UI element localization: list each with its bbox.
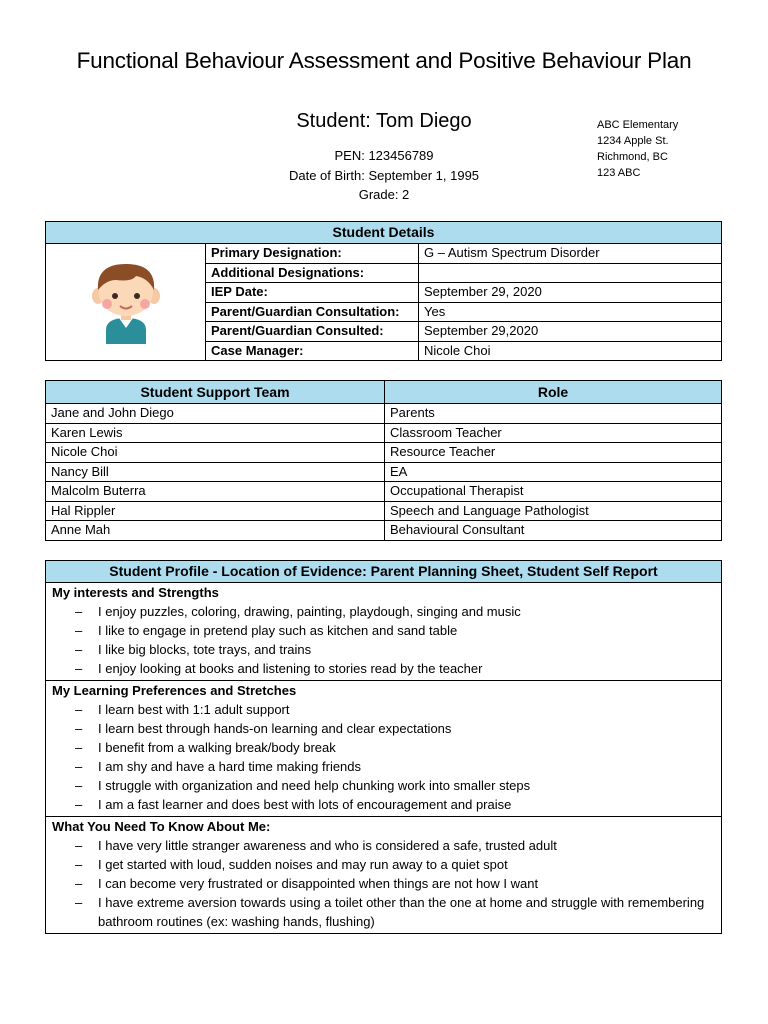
list-item: – I struggle with organization and need help chunking work into smaller steps [52, 776, 715, 795]
list-item: – I enjoy puzzles, coloring, drawing, painting, playdough, singing and music [52, 602, 715, 621]
student-name: Student: Tom Diego [296, 110, 472, 132]
list-item: – I enjoy looking at books and listening to stories read by the teacher [52, 659, 715, 678]
list-item: – I can become very frustrated or disappointed when things are not how I want [52, 874, 715, 893]
support-team-table [45, 380, 722, 541]
student-details-heading: Student Details [46, 222, 722, 244]
table-row [46, 423, 722, 443]
detail-label: Parent/Guardian Consultation: [206, 302, 419, 322]
team-member: Hal Rippler [46, 501, 385, 521]
learning-preferences-list [52, 700, 715, 814]
team-role: Parents [385, 404, 722, 424]
list-item: – I have extreme aversion towards using a toilet other than the one at home and struggle with remembering bathroom routines (ex: washing hands, flushing) [52, 893, 715, 931]
table-row [46, 501, 722, 521]
detail-label: Primary Designation: [206, 244, 419, 264]
table-row [46, 244, 722, 264]
date-of-birth: Date of Birth: September 1, 1995 [288, 167, 480, 183]
detail-value: September 29, 2020 [419, 283, 722, 303]
team-role: Speech and Language Pathologist [385, 501, 722, 521]
team-role: Classroom Teacher [385, 423, 722, 443]
detail-value: G – Autism Spectrum Disorder [419, 244, 722, 264]
detail-label: Parent/Guardian Consulted: [206, 322, 419, 342]
team-role: Behavioural Consultant [385, 521, 722, 541]
list-item: – I get started with loud, sudden noises and may run away to a quiet spot [52, 855, 715, 874]
interests-list [52, 602, 715, 678]
section-title: My interests and Strengths [52, 585, 219, 600]
detail-label: IEP Date: [206, 283, 419, 303]
list-item: – I like to engage in pretend play such as kitchen and sand table [52, 621, 715, 640]
support-team-heading: Student Support Team [46, 381, 385, 404]
need-to-know-list [52, 836, 715, 931]
table-row [46, 521, 722, 541]
list-item: – I have very little stranger awareness and who is considered a safe, trusted adult [52, 836, 715, 855]
detail-label: Additional Designations: [206, 263, 419, 283]
pen-number: PEN: 123456789 [334, 148, 434, 163]
team-member: Anne Mah [46, 521, 385, 541]
team-member: Nancy Bill [46, 462, 385, 482]
team-role: EA [385, 462, 722, 482]
document-title: Functional Behaviour Assessment and Positive Behaviour Plan [76, 48, 692, 73]
student-avatar-icon [86, 256, 166, 344]
school-name: ABC Elementary [597, 119, 679, 131]
grade: Grade: 2 [358, 187, 410, 202]
list-item: – I am shy and have a hard time making friends [52, 757, 715, 776]
table-row [46, 482, 722, 502]
detail-value: Yes [419, 302, 722, 322]
role-heading: Role [385, 381, 722, 404]
list-item: – I like big blocks, tote trays, and trains [52, 640, 715, 659]
school-street: 1234 Apple St. [597, 135, 669, 147]
team-role: Resource Teacher [385, 443, 722, 463]
detail-value [419, 263, 722, 283]
student-identifiers [234, 146, 534, 205]
student-profile-heading: Student Profile - Location of Evidence: Parent Planning Sheet, Student Self Report [46, 561, 722, 583]
detail-value: September 29,2020 [419, 322, 722, 342]
team-member: Jane and John Diego [46, 404, 385, 424]
school-city: Richmond, BC [597, 151, 668, 163]
detail-label: Case Manager: [206, 341, 419, 361]
detail-value: Nicole Choi [419, 341, 722, 361]
section-title: What You Need To Know About Me: [52, 819, 271, 834]
table-row [46, 462, 722, 482]
section-title: My Learning Preferences and Stretches [52, 683, 297, 698]
team-member: Karen Lewis [46, 423, 385, 443]
avatar-cell [46, 244, 206, 361]
list-item: – I am a fast learner and does best with lots of encouragement and praise [52, 795, 715, 814]
team-member: Nicole Choi [46, 443, 385, 463]
school-address [597, 117, 678, 181]
table-row [46, 443, 722, 463]
table-row [46, 404, 722, 424]
profile-section [46, 817, 722, 934]
student-profile-table [45, 560, 722, 934]
school-postal: 123 ABC [597, 167, 641, 179]
list-item: – I learn best through hands-on learning and clear expectations [52, 719, 715, 738]
student-details-table [45, 221, 722, 361]
profile-section [46, 583, 722, 681]
team-member: Malcolm Buterra [46, 482, 385, 502]
team-role: Occupational Therapist [385, 482, 722, 502]
list-item: – I benefit from a walking break/body break [52, 738, 715, 757]
list-item: – I learn best with 1:1 adult support [52, 700, 715, 719]
profile-section [46, 681, 722, 817]
